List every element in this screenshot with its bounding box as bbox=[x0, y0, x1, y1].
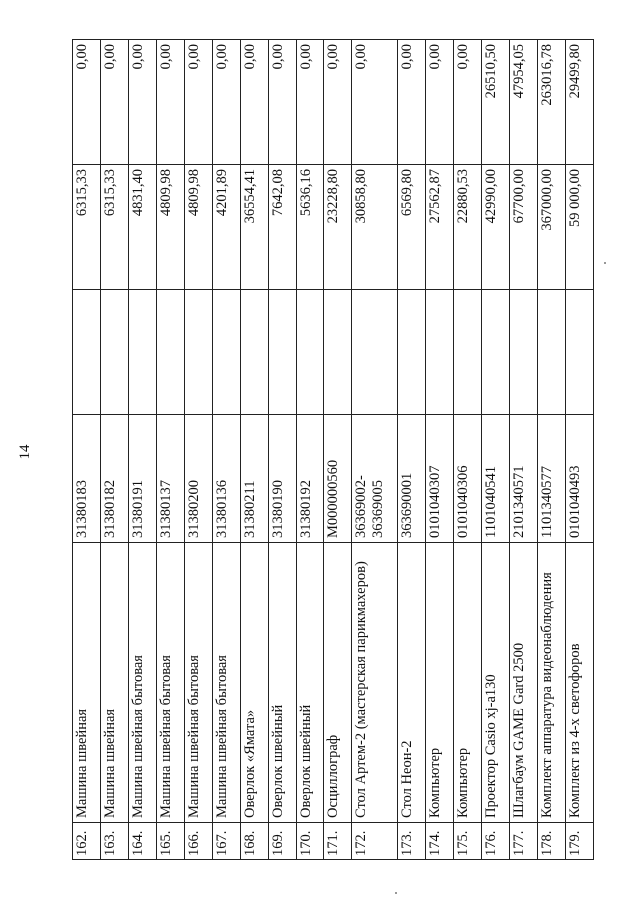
residual-value-cell: 0,00 bbox=[240, 40, 268, 165]
book-value-cell: 30858,80 bbox=[352, 165, 398, 290]
book-value-cell: 59 000,00 bbox=[566, 165, 594, 290]
table-row bbox=[566, 40, 594, 860]
inventory-code-cell: 1101340577 bbox=[538, 415, 566, 543]
book-value-cell: 4809,98 bbox=[184, 165, 212, 290]
book-value-cell: 6315,33 bbox=[100, 165, 128, 290]
inventory-code-cell: 1101040541 bbox=[482, 415, 510, 543]
residual-value-cell: 26510,50 bbox=[482, 40, 510, 165]
row-number-cell: 172. bbox=[352, 823, 398, 860]
blank-cell bbox=[324, 290, 352, 415]
row-number-cell: 173. bbox=[398, 823, 426, 860]
row-number-cell: 174. bbox=[426, 823, 454, 860]
residual-value-cell: 0,00 bbox=[268, 40, 296, 165]
blank-cell bbox=[184, 290, 212, 415]
table-row bbox=[184, 40, 212, 860]
blank-cell bbox=[510, 290, 538, 415]
blank-cell bbox=[296, 290, 324, 415]
residual-value-cell: 263016,78 bbox=[538, 40, 566, 165]
inventory-code-cell: 0101040307 bbox=[426, 415, 454, 543]
item-name-cell: Машина швейная bbox=[100, 543, 128, 823]
row-number-cell: 177. bbox=[510, 823, 538, 860]
blank-cell bbox=[566, 290, 594, 415]
table-row bbox=[268, 40, 296, 860]
book-value-cell: 22880,53 bbox=[454, 165, 482, 290]
residual-value-cell: 0,00 bbox=[100, 40, 128, 165]
inventory-table-frame bbox=[72, 40, 594, 860]
inventory-code-cell: 31380136 bbox=[212, 415, 240, 543]
item-name-cell: Шлагбаум GAME Gard 2500 bbox=[510, 543, 538, 823]
row-number-cell: 164. bbox=[128, 823, 156, 860]
row-number-cell: 176. bbox=[482, 823, 510, 860]
residual-value-cell: 0,00 bbox=[184, 40, 212, 165]
residual-value-cell: 0,00 bbox=[454, 40, 482, 165]
row-number-cell: 165. bbox=[156, 823, 184, 860]
item-name-cell: Компьютер bbox=[454, 543, 482, 823]
residual-value-cell: 0,00 bbox=[324, 40, 352, 165]
table-row bbox=[212, 40, 240, 860]
inventory-code-cell: М000000560 bbox=[324, 415, 352, 543]
blank-cell bbox=[398, 290, 426, 415]
book-value-cell: 23228,80 bbox=[324, 165, 352, 290]
row-number-cell: 166. bbox=[184, 823, 212, 860]
inventory-code-cell: 31380191 bbox=[128, 415, 156, 543]
book-value-cell: 5636,16 bbox=[296, 165, 324, 290]
item-name-cell: Стол Неон-2 bbox=[398, 543, 426, 823]
inventory-code-cell: 31380182 bbox=[100, 415, 128, 543]
inventory-code-cell: 0101040493 bbox=[566, 415, 594, 543]
blank-cell bbox=[128, 290, 156, 415]
residual-value-cell: 0,00 bbox=[426, 40, 454, 165]
residual-value-cell: 0,00 bbox=[128, 40, 156, 165]
table-row bbox=[538, 40, 566, 860]
item-name-cell: Осциллограф bbox=[324, 543, 352, 823]
book-value-cell: 367000,00 bbox=[538, 165, 566, 290]
blank-cell bbox=[240, 290, 268, 415]
book-value-cell: 4831,40 bbox=[128, 165, 156, 290]
item-name-cell: Проектор Casio xj-a130 bbox=[482, 543, 510, 823]
residual-value-cell: 29499,80 bbox=[566, 40, 594, 165]
item-name-cell: Оверлок «Ямата» bbox=[240, 543, 268, 823]
item-name-cell: Комплект из 4-х светофоров bbox=[566, 543, 594, 823]
blank-cell bbox=[426, 290, 454, 415]
inventory-table bbox=[72, 39, 594, 860]
item-name-cell: Стол Артем-2 (мастерская парикмахеров) bbox=[352, 543, 398, 823]
table-row bbox=[100, 40, 128, 860]
table-row bbox=[454, 40, 482, 860]
inventory-code-cell: 2101340571 bbox=[510, 415, 538, 543]
row-number-cell: 167. bbox=[212, 823, 240, 860]
row-number-cell: 163. bbox=[100, 823, 128, 860]
residual-value-cell: 0,00 bbox=[352, 40, 398, 165]
table-row bbox=[398, 40, 426, 860]
table-row bbox=[73, 40, 101, 860]
item-name-cell: Комплект аппаратура видеонаблюдения bbox=[538, 543, 566, 823]
item-name-cell: Машина швейная бытовая bbox=[128, 543, 156, 823]
row-number-cell: 179. bbox=[566, 823, 594, 860]
residual-value-cell: 47954,05 bbox=[510, 40, 538, 165]
table-row bbox=[482, 40, 510, 860]
item-name-cell: Оверлок швейный bbox=[268, 543, 296, 823]
book-value-cell: 42990,00 bbox=[482, 165, 510, 290]
item-name-cell: Компьютер bbox=[426, 543, 454, 823]
blank-cell bbox=[100, 290, 128, 415]
row-number-cell: 168. bbox=[240, 823, 268, 860]
blank-cell bbox=[73, 290, 101, 415]
blank-cell bbox=[268, 290, 296, 415]
row-number-cell: 169. bbox=[268, 823, 296, 860]
residual-value-cell: 0,00 bbox=[156, 40, 184, 165]
book-value-cell: 4201,89 bbox=[212, 165, 240, 290]
residual-value-cell: 0,00 bbox=[73, 40, 101, 165]
table-row bbox=[128, 40, 156, 860]
blank-cell bbox=[212, 290, 240, 415]
inventory-code-cell: 31380211 bbox=[240, 415, 268, 543]
inventory-table-body bbox=[73, 40, 594, 860]
item-name-cell: Машина швейная bbox=[73, 543, 101, 823]
table-row bbox=[156, 40, 184, 860]
inventory-code-cell: 31380192 bbox=[296, 415, 324, 543]
book-value-cell: 6315,33 bbox=[73, 165, 101, 290]
row-number-cell: 162. bbox=[73, 823, 101, 860]
item-name-cell: Машина швейная бытовая bbox=[184, 543, 212, 823]
row-number-cell: 170. bbox=[296, 823, 324, 860]
book-value-cell: 27562,87 bbox=[426, 165, 454, 290]
item-name-cell: Оверлок швейный bbox=[296, 543, 324, 823]
inventory-code-cell: 31380190 bbox=[268, 415, 296, 543]
blank-cell bbox=[352, 290, 398, 415]
book-value-cell: 67700,00 bbox=[510, 165, 538, 290]
row-number-cell: 178. bbox=[538, 823, 566, 860]
inventory-code-cell: 36369002- 36369005 bbox=[352, 415, 398, 543]
blank-cell bbox=[156, 290, 184, 415]
table-row bbox=[296, 40, 324, 860]
table-row bbox=[240, 40, 268, 860]
row-number-cell: 171. bbox=[324, 823, 352, 860]
book-value-cell: 4809,98 bbox=[156, 165, 184, 290]
book-value-cell: 36554,41 bbox=[240, 165, 268, 290]
table-row bbox=[510, 40, 538, 860]
page-number: 14 bbox=[17, 444, 33, 460]
residual-value-cell: 0,00 bbox=[212, 40, 240, 165]
item-name-cell: Машина швейная бытовая bbox=[156, 543, 184, 823]
book-value-cell: 7642,08 bbox=[268, 165, 296, 290]
residual-value-cell: 0,00 bbox=[296, 40, 324, 165]
residual-value-cell: 0,00 bbox=[398, 40, 426, 165]
blank-cell bbox=[482, 290, 510, 415]
table-row bbox=[426, 40, 454, 860]
rotated-content bbox=[72, 40, 594, 860]
inventory-code-cell: 0101040306 bbox=[454, 415, 482, 543]
inventory-code-cell: 31380200 bbox=[184, 415, 212, 543]
table-row bbox=[352, 40, 398, 860]
item-name-cell: Машина швейная бытовая bbox=[212, 543, 240, 823]
scan-speck bbox=[604, 262, 606, 264]
book-value-cell: 6569,80 bbox=[398, 165, 426, 290]
inventory-code-cell: 363690001 bbox=[398, 415, 426, 543]
inventory-code-cell: 31380183 bbox=[73, 415, 101, 543]
table-row bbox=[324, 40, 352, 860]
inventory-code-cell: 31380137 bbox=[156, 415, 184, 543]
blank-cell bbox=[454, 290, 482, 415]
scan-speck bbox=[395, 892, 397, 894]
row-number-cell: 175. bbox=[454, 823, 482, 860]
blank-cell bbox=[538, 290, 566, 415]
